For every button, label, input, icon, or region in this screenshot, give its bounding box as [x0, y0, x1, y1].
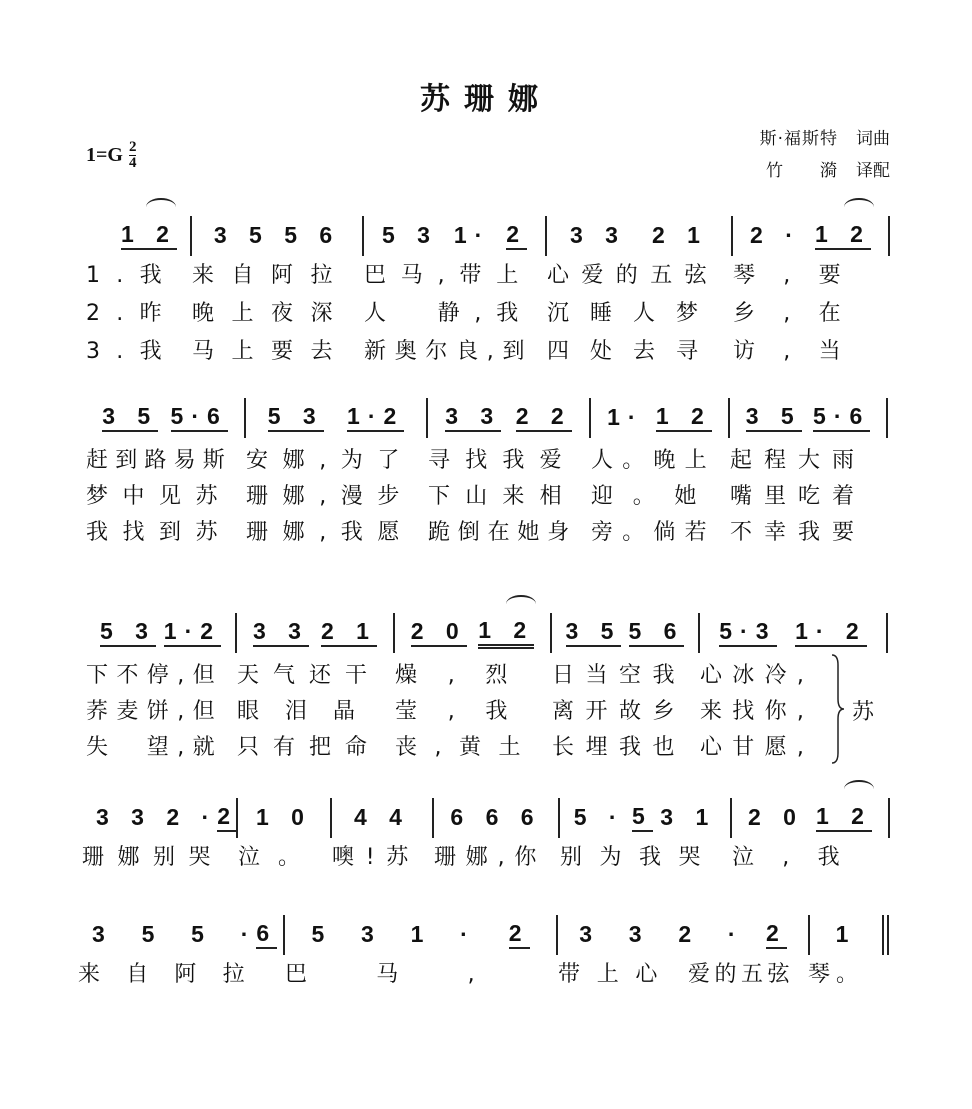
lyric-cell — [428, 515, 591, 551]
measure — [237, 613, 395, 653]
time-signature — [129, 140, 137, 171]
credit-role: 译配 — [856, 161, 890, 181]
measure — [558, 915, 810, 955]
lyric-segment: 下山来相 — [428, 484, 577, 509]
note-group: 3 3 2 · — [96, 804, 218, 830]
lyric-segment: 珊娜,漫步 — [246, 484, 414, 509]
lyric-cell — [395, 730, 552, 766]
measure — [86, 798, 238, 838]
lyric-segment: 寻找我爱 — [428, 448, 577, 473]
lyric-cell — [86, 296, 192, 332]
lyric-cell — [558, 957, 688, 993]
lyric-cell — [192, 296, 364, 332]
note-group: 1 2 — [121, 222, 177, 250]
lyric-segment: 珊娜,你 — [434, 845, 547, 870]
lyric-segment: 长埋我也 — [552, 735, 687, 760]
lyric-segment: 泣,我 — [732, 845, 868, 870]
lyric-segment: 眼泪晶 — [237, 699, 382, 724]
note-group: 6 — [256, 921, 277, 949]
measure — [732, 798, 890, 838]
note-group: 1 2 — [656, 404, 712, 432]
lyric-cell — [237, 694, 395, 730]
note-group: 5·6 — [813, 404, 870, 432]
lyric-segment: 天气还干 — [237, 663, 382, 688]
lyric-segment: 丧,黄土 — [395, 735, 538, 760]
lyric-cell — [591, 515, 730, 551]
lyric-cell — [86, 730, 237, 766]
lyric-cell — [808, 957, 878, 993]
lyric-cell — [730, 479, 880, 515]
key-signature — [86, 140, 136, 171]
note-group: 2 0 — [411, 619, 467, 647]
note-group: 1· — [453, 222, 491, 248]
measure — [332, 798, 434, 838]
note-group: 3 3 — [570, 222, 626, 248]
note-group: 1 2 — [816, 804, 872, 832]
lyric-segment: 荞麦饼,但 — [86, 699, 223, 724]
lyric-segment: 日当空我 — [552, 663, 687, 688]
lyric-segment: 琴,要 — [733, 263, 869, 288]
lyric-segment: 爱的五弦 — [688, 962, 795, 987]
key-label: 1=G — [86, 144, 123, 166]
lyric-segment: 赶到路易斯 — [86, 448, 233, 473]
note-group: 2 · — [750, 222, 801, 248]
note-group: 3 5 — [566, 619, 622, 647]
notes-row — [108, 216, 890, 256]
lyric-segment: 我找到苏 — [86, 520, 233, 545]
measure — [547, 216, 733, 256]
note-group: 5 3 — [381, 222, 438, 248]
lyric-cell — [86, 515, 246, 551]
lyric-cell — [730, 515, 880, 551]
lyric-cell — [552, 658, 700, 694]
measure — [560, 798, 732, 838]
note-group: 3 5 5 · — [92, 921, 257, 947]
measure — [82, 915, 285, 955]
lyric-cell — [364, 258, 547, 294]
measure — [86, 613, 237, 653]
lyric-cell — [332, 840, 434, 876]
measure — [552, 613, 700, 653]
lyric-segment: 乡,在 — [733, 301, 869, 326]
note-group: 1·2 — [347, 404, 404, 432]
lyric-cell — [434, 840, 560, 876]
measure — [428, 398, 591, 438]
slur-mark — [146, 198, 176, 216]
credit-composer — [760, 124, 890, 149]
lyric-cell — [591, 479, 730, 515]
lyric-cell — [547, 334, 733, 370]
lyric-cell — [733, 296, 883, 332]
credit-name: 竹 漪 — [766, 161, 838, 181]
lyric-cell — [591, 443, 730, 479]
note-group: 3 3 2 · — [579, 921, 744, 947]
lyric-segment: 新奥尔良,到 — [364, 339, 534, 364]
lyric-cell — [700, 694, 828, 730]
note-group: 3 5 — [102, 404, 158, 432]
lyric-segment: 只有把命 — [237, 735, 382, 760]
lyric-segment: 马上要去 — [192, 339, 351, 364]
lyric-segment: 安娜,为了 — [246, 448, 414, 473]
lyric-segment: 四处去寻 — [547, 339, 720, 364]
note-group: 1·2 — [164, 619, 221, 647]
notes-row — [86, 613, 888, 653]
lyric-segment: 失 望,就 — [86, 735, 223, 760]
lyric-cell — [192, 258, 364, 294]
note-group: 2 — [506, 222, 527, 250]
time-bottom: 4 — [128, 155, 137, 171]
note-group: 1 — [835, 921, 857, 947]
lyric-segment: 2.昨 — [86, 301, 178, 326]
measure — [238, 798, 332, 838]
lyric-segment: 心冰冷, — [700, 663, 815, 688]
note-group: 3 3 — [445, 404, 501, 432]
lyric-cell — [428, 443, 591, 479]
time-top: 2 — [128, 139, 137, 155]
measure — [364, 216, 547, 256]
lyric-segment: 访,当 — [733, 339, 869, 364]
lyric-segment: 跪倒在她身 — [428, 520, 578, 545]
note-group: 5 · — [573, 804, 625, 830]
lyric-cell — [547, 296, 733, 332]
note-group: 5 3 — [268, 404, 324, 432]
lyric-segment: 泣。 — [238, 845, 319, 870]
lyric-cell — [237, 658, 395, 694]
lyric-segment: 嘴里吃着 — [730, 484, 867, 509]
slur-mark — [844, 198, 874, 216]
lyric-cell — [552, 694, 700, 730]
lyric-segment: 人 静,我 — [364, 301, 533, 326]
lyric-cell — [395, 694, 552, 730]
note-group: 2 — [217, 804, 238, 832]
note-group: 5·6 — [171, 404, 228, 432]
lyric-cell — [700, 730, 828, 766]
credit-name: 斯·福斯特 — [759, 129, 838, 149]
note-group: 1 2 — [478, 618, 534, 649]
lyric-cell — [428, 479, 591, 515]
lyric-segment: 心爱的五弦 — [547, 263, 720, 288]
lyric-cell — [237, 730, 395, 766]
note-group: 1 2 — [815, 222, 871, 250]
lyric-cell — [86, 443, 246, 479]
lyric-segment: 来自阿拉 — [78, 962, 271, 987]
note-group: 6 6 6 — [450, 804, 542, 830]
lyric-cell — [78, 957, 285, 993]
lyric-segment: 离开故乡 — [552, 699, 687, 724]
measure — [108, 216, 192, 256]
note-group: 2 0 — [748, 804, 804, 830]
lyric-cell — [82, 840, 238, 876]
lyric-cell — [285, 957, 558, 993]
lyric-segment: 迎。她 — [591, 484, 717, 509]
lyric-segment: 梦中见苏 — [86, 484, 233, 509]
measure — [192, 216, 364, 256]
note-group: 5 3 1 · — [311, 921, 476, 947]
note-group: 2 1 — [321, 619, 377, 647]
lyric-cell — [86, 694, 237, 730]
note-group: 5·3 — [719, 619, 776, 647]
notes-row — [82, 915, 889, 955]
lyric-cell — [552, 730, 700, 766]
lyric-cell — [733, 258, 883, 294]
lyric-segment: 珊娜,我愿 — [246, 520, 414, 545]
lyric-segment: 别为我哭 — [560, 845, 719, 870]
note-group: 4 4 — [354, 804, 410, 830]
note-group: 3 5 5 6 — [213, 222, 341, 248]
lyric-segment: 不幸我要 — [730, 520, 867, 545]
note-group: 1· 2 — [795, 619, 867, 647]
lyric-segment: 珊娜别哭 — [82, 845, 225, 870]
lyric-segment: 噢!苏 — [332, 845, 420, 870]
measure — [246, 398, 428, 438]
slur-mark — [844, 780, 874, 798]
lyric-cell — [560, 840, 732, 876]
note-group: 2 2 — [516, 404, 572, 432]
measure — [733, 216, 890, 256]
lyric-segment: 巴马,带上 — [364, 263, 533, 288]
lyric-segment: 巴马, — [285, 962, 544, 987]
note-group: 2 — [766, 921, 787, 949]
lyric-segment: 来自阿拉 — [192, 263, 351, 288]
credit-translator — [766, 156, 890, 181]
measure — [285, 915, 558, 955]
lyric-segment: 沉睡人梦 — [547, 301, 720, 326]
note-group: 2 1 — [652, 222, 708, 248]
lyric-segment: 旁。倘若 — [591, 520, 716, 545]
note-group: 3 1 — [660, 804, 717, 830]
measure — [730, 398, 888, 438]
measure — [810, 915, 889, 955]
note-group: 5 — [632, 804, 653, 832]
measure — [434, 798, 560, 838]
lyric-cell — [86, 334, 192, 370]
note-group: 3 3 — [253, 619, 309, 647]
measure — [395, 613, 552, 653]
lyric-cell — [192, 334, 364, 370]
measure — [86, 398, 246, 438]
lyric-segment: 燥,烈 — [395, 663, 539, 688]
lyric-segment: 晚上夜深 — [192, 301, 351, 326]
lyric-segment: 起程大雨 — [730, 448, 867, 473]
song-title: 苏珊娜 — [420, 82, 552, 117]
measure — [591, 398, 730, 438]
lyric-segment: 莹,我 — [395, 699, 539, 724]
lyric-cell — [732, 840, 882, 876]
lyric-cell — [730, 443, 880, 479]
lyric-segment: 3.我 — [86, 339, 178, 364]
lyric-cell — [238, 840, 332, 876]
slur-mark — [506, 595, 536, 613]
note-group: 5 6 — [629, 619, 685, 647]
lyric-cell — [246, 479, 428, 515]
lyric-cell — [246, 443, 428, 479]
lyric-cell — [364, 334, 547, 370]
note-group: 1· — [607, 404, 644, 430]
lyric-cell — [364, 296, 547, 332]
note-group: 2 — [509, 921, 530, 949]
lyric-segment: 琴。 — [808, 962, 865, 987]
lyric-segment: 带上心 — [558, 962, 675, 987]
notes-row — [86, 398, 888, 438]
credit-role: 词曲 — [856, 129, 890, 149]
measure — [700, 613, 888, 653]
lyric-cell — [86, 258, 192, 294]
chorus-lyric: 苏 — [852, 700, 875, 725]
note-group: 1 0 — [256, 804, 312, 830]
lyric-cell — [86, 658, 237, 694]
lyric-cell — [86, 479, 246, 515]
lyric-cell — [246, 515, 428, 551]
note-group: 5 3 — [100, 619, 156, 647]
lyric-cell — [395, 658, 552, 694]
lyric-cell — [700, 658, 828, 694]
notes-row — [86, 798, 890, 838]
lyric-cell — [733, 334, 883, 370]
verse-brace — [830, 653, 846, 765]
lyric-segment: 心甘愿, — [700, 735, 815, 760]
lyric-cell — [688, 957, 808, 993]
note-group: 3 5 — [746, 404, 802, 432]
lyric-cell — [547, 258, 733, 294]
lyric-segment: 1.我 — [86, 263, 178, 288]
lyric-segment: 人。晚上 — [591, 448, 716, 473]
lyric-segment: 来找你, — [700, 699, 815, 724]
lyric-segment: 下不停,但 — [86, 663, 223, 688]
